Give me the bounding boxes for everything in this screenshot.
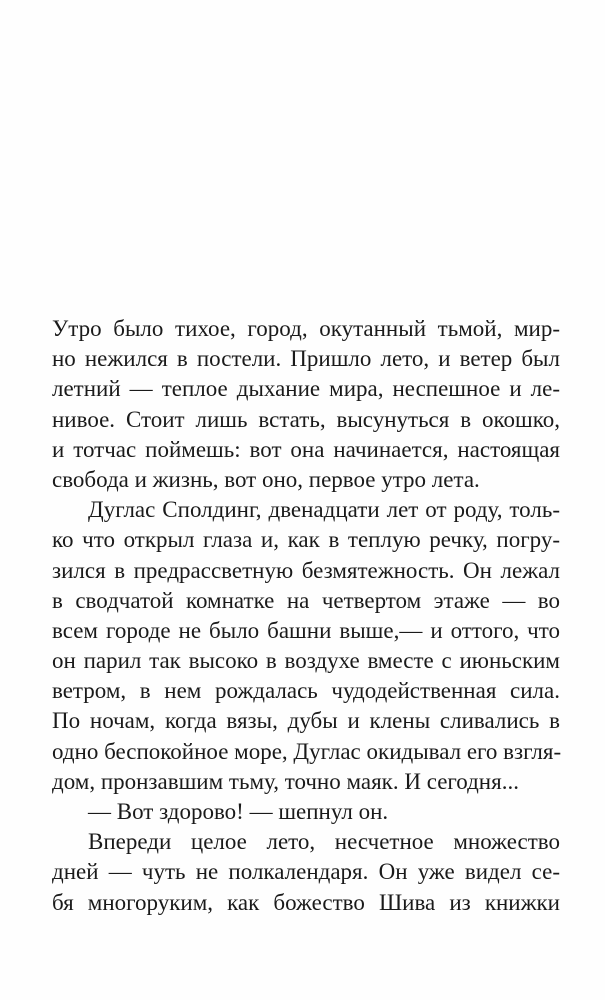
text-line: зился в предрассветную безмятежность. Он лежал: [52, 557, 560, 583]
text-line: Утро было тихое, город, окутанный тьмой, мир-: [52, 316, 560, 341]
text-line: — Вот здорово! — шепнул он.: [88, 799, 389, 824]
text-line: свобода и жизнь, вот оно, первое утро лета.: [52, 466, 480, 492]
paragraph-1: [52, 314, 560, 495]
text-line: ко что открыл глаза и, как в теплую речку, погру-: [52, 527, 560, 553]
text-line: нивое. Стоит лишь встать, высунуться в окошко,: [52, 406, 560, 432]
text-line: ветром, в нем рождалась чудодейственная сила.: [52, 678, 560, 704]
text-line: Впереди целое лето, несчетное множество: [88, 829, 560, 855]
text-line: всем городе не было башни выше,— и оттого, что: [52, 617, 560, 643]
paragraph-2: [52, 495, 560, 797]
text-line: но нежился в постели. Пришло лето, и ветер был: [52, 346, 560, 372]
paragraph-4: [52, 827, 560, 918]
body-text: [52, 314, 560, 918]
text-line: летний — теплое дыхание мира, неспешное и ле-: [52, 376, 560, 402]
text-line: дом, пронзавшим тьму, точно маяк. И сегодня...: [52, 768, 519, 794]
text-line: в сводчатой комнатке на четвертом этаже — во: [52, 587, 560, 613]
text-line: По ночам, когда вязы, дубы и клены сливались в: [52, 708, 560, 734]
text-line: дней — чуть не полкалендаря. Он уже видел се-: [52, 859, 560, 885]
text-line: бя многоруким, как божество Шива из книжки: [52, 889, 560, 915]
text-line: и тотчас поймешь: вот она начинается, настоящая: [52, 436, 560, 462]
text-line: Дуглас Сполдинг, двенадцати лет от роду, толь-: [88, 497, 560, 523]
paragraph-3: [52, 797, 560, 827]
text-line: одно беспокойное море, Дуглас окидывал его взгля-: [52, 738, 562, 764]
text-line: он парил так высоко в воздухе вместе с июньским: [52, 648, 560, 674]
